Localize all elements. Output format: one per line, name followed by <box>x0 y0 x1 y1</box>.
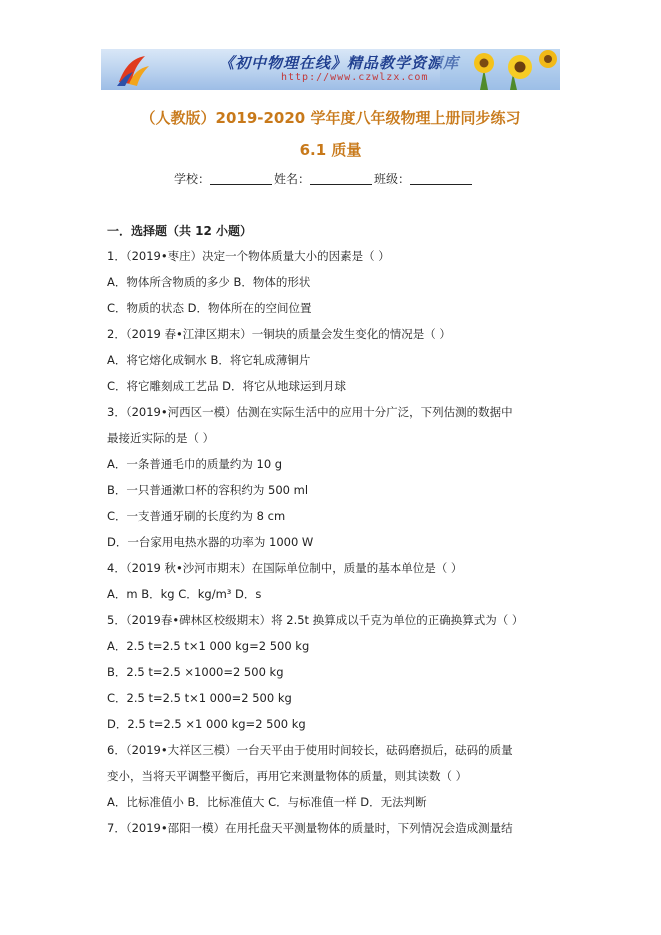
question-line: 2．（2019 春•江津区期末）一铜块的质量会发生变化的情况是（ ） <box>107 327 451 341</box>
section-heading: 一．选择题（共 12 小题） <box>107 224 253 238</box>
school-blank <box>210 172 272 185</box>
question-line: A．物体所含物质的多少 B．物体的形状 <box>107 275 311 289</box>
question-line: 7．（2019•邵阳一模）在用托盘天平测量物体的质量时，下列情况会造成测量结 <box>107 821 513 835</box>
question-line: C．物质的状态 D．物体所在的空间位置 <box>107 301 312 315</box>
question-line: 6．（2019•大祥区三模）一台天平由于使用时间较长，砝码磨损后，砝码的质量 <box>107 743 513 757</box>
question-line: 变小，当将天平调整平衡后，再用它来测量物体的质量，则其读数（ ） <box>107 769 468 783</box>
document-title: （人教版）2019-2020 学年度八年级物理上册同步练习 <box>140 109 521 127</box>
class-blank <box>410 172 472 185</box>
site-logo-icon <box>115 52 151 88</box>
document-subtitle: 6.1 质量 <box>299 141 362 159</box>
question-line: A．2.5 t=2.5 t×1 000 kg=2 500 kg <box>107 639 310 653</box>
name-blank <box>310 172 372 185</box>
question-line: A．将它熔化成铜水 B．将它轧成薄铜片 <box>107 353 311 367</box>
school-label: 学校： <box>174 172 211 186</box>
question-line: D．2.5 t=2.5 ×1 000 kg=2 500 kg <box>107 717 306 731</box>
question-line: 1．（2019•枣庄）决定一个物体质量大小的因素是（ ） <box>107 249 390 263</box>
question-line: A．m B．kg C．kg/m³ D．s <box>107 587 262 601</box>
question-line: C．将它雕刻成工艺品 D．将它从地球运到月球 <box>107 379 347 393</box>
header-banner <box>101 49 560 90</box>
question-line: 最接近实际的是（ ） <box>107 431 215 445</box>
question-line: 4．（2019 秋•沙河市期末）在国际单位制中，质量的基本单位是（ ） <box>107 561 463 575</box>
banner-title: 《初中物理在线》精品教学资源库 <box>219 54 460 72</box>
question-line: D．一台家用电热水器的功率为 1000 W <box>107 535 314 549</box>
question-line: C．2.5 t=2.5 t×1 000=2 500 kg <box>107 691 292 705</box>
name-label: 姓名： <box>274 172 311 186</box>
question-line: 3．（2019•河西区一模）估测在实际生活中的应用十分广泛，下列估测的数据中 <box>107 405 513 419</box>
banner-url: http://www.czwlzx.com <box>281 72 429 83</box>
sunflower-decoration-icon <box>440 49 560 90</box>
question-line: A．一条普通毛巾的质量约为 10 g <box>107 457 283 471</box>
question-line: A．比标准值小 B．比标准值大 C．与标准值一样 D．无法判断 <box>107 795 427 809</box>
student-info-line <box>174 170 474 187</box>
class-label: 班级： <box>374 172 411 186</box>
question-line: B．2.5 t=2.5 ×1000=2 500 kg <box>107 665 284 679</box>
question-line: C．一支普通牙刷的长度约为 8 cm <box>107 509 286 523</box>
question-line: 5．（2019春•碑林区校级期末）将 2.5t 换算成以千克为单位的正确换算式为（ ） <box>107 613 524 627</box>
question-line: B．一只普通漱口杯的容积约为 500 ml <box>107 483 309 497</box>
